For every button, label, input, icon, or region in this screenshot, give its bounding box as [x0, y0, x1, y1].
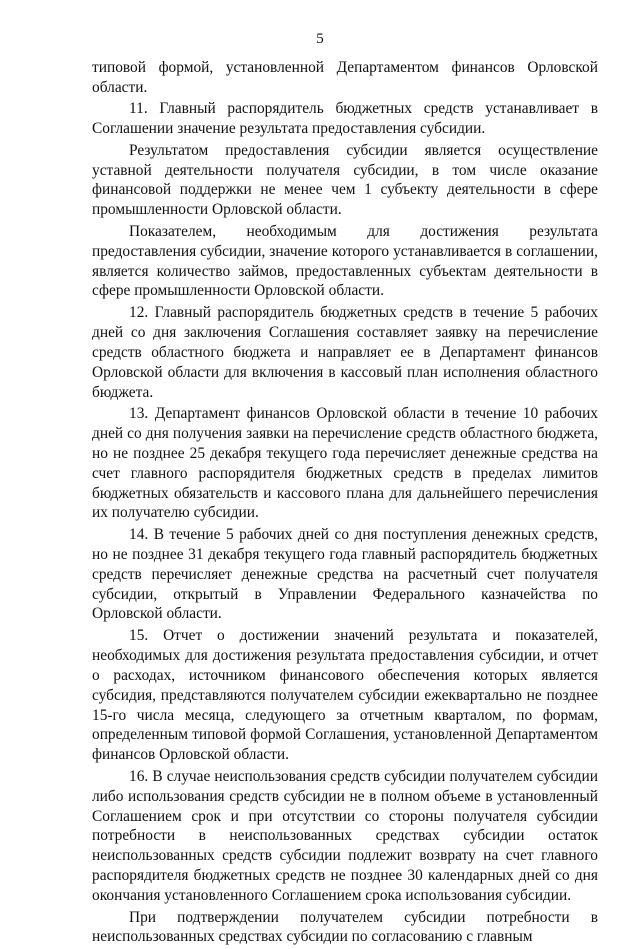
paragraph-13: 13. Департамент финансов Орловской области в течение 10 рабочих дней со дня получения заявки на перечисление средств областного бюджета, но не позднее 25 декабря текущего года перечисляет денежные средства на счет главного распорядителя бюджетных средств в пределах лимитов бюджетных обязательств и кассового плана для дальнейшего перечисления их получателю субсидии.	[92, 404, 598, 522]
paragraph-result: Результатом предоставления субсидии является осуществление уставной деятельности получателя субсидии, в том числе оказание финансовой поддержки не менее чем 1 субъекту деятельности в сфере промышленности Орловской области.	[92, 141, 598, 219]
paragraph-continuation: типовой формой, установленной Департаментом финансов Орловской области.	[92, 59, 598, 96]
paragraph-14: 14. В течение 5 рабочих дней со дня поступления денежных средств, но не позднее 31 декабря текущего года главный распорядитель бюджетных средств перечисляет денежные средства на расчетный счет получателя субсидии, открытый в Управлении Федерального казначейства по Орловской области.	[92, 525, 598, 623]
paragraph-12: 12. Главный распорядитель бюджетных средств в течение 5 рабочих дней со дня заключения Соглашения составляет заявку на перечисление средств областного бюджета и направляет ее в Департамент финансов Орловской области для включения в кассовый план исполнения областного бюджета.	[92, 303, 598, 401]
page-number: 5	[316, 31, 324, 47]
paragraph-confirmation: При подтверждении получателем субсидии потребности в неиспользованных средствах субсидии по согласованию с главным	[92, 908, 598, 946]
paragraph-indicator: Показателем, необходимым для достижения результата предоставления субсидии, значение которого устанавливается в соглашении, является количество займов, предоставленных субъектам деятельности в сфере промышленности Орловской области.	[92, 222, 598, 300]
paragraph-11: 11. Главный распорядитель бюджетных средств устанавливает в Соглашении значение результата предоставления субсидии.	[92, 100, 598, 138]
document-body	[92, 58, 598, 949]
paragraph-16: 16. В случае неиспользования средств субсидии получателем субсидии либо использования средств субсидии не в полном объеме в установленный Соглашением срок и при отсутствии со стороны получателя субсидии потребности в неиспользованных средствах субсидии остаток неиспользованных средств субсидии подлежит возврату на счет главного распорядителя бюджетных средств не позднее 30 календарных дней со дня окончания установленного Соглашением срока использования субсидии.	[92, 767, 598, 905]
paragraph-15: 15. Отчет о достижении значений результата и показателей, необходимых для достижения результата предоставления субсидии, и отчет о расходах, источником финансового обеспечения которых является субсидия, представляются получателем субсидии ежеквартально не позднее 15-го числа месяца, следующего за отчетным кварталом, по формам, определенным типовой формой Соглашения, установленной Департаментом финансов Орловской области.	[92, 626, 598, 764]
